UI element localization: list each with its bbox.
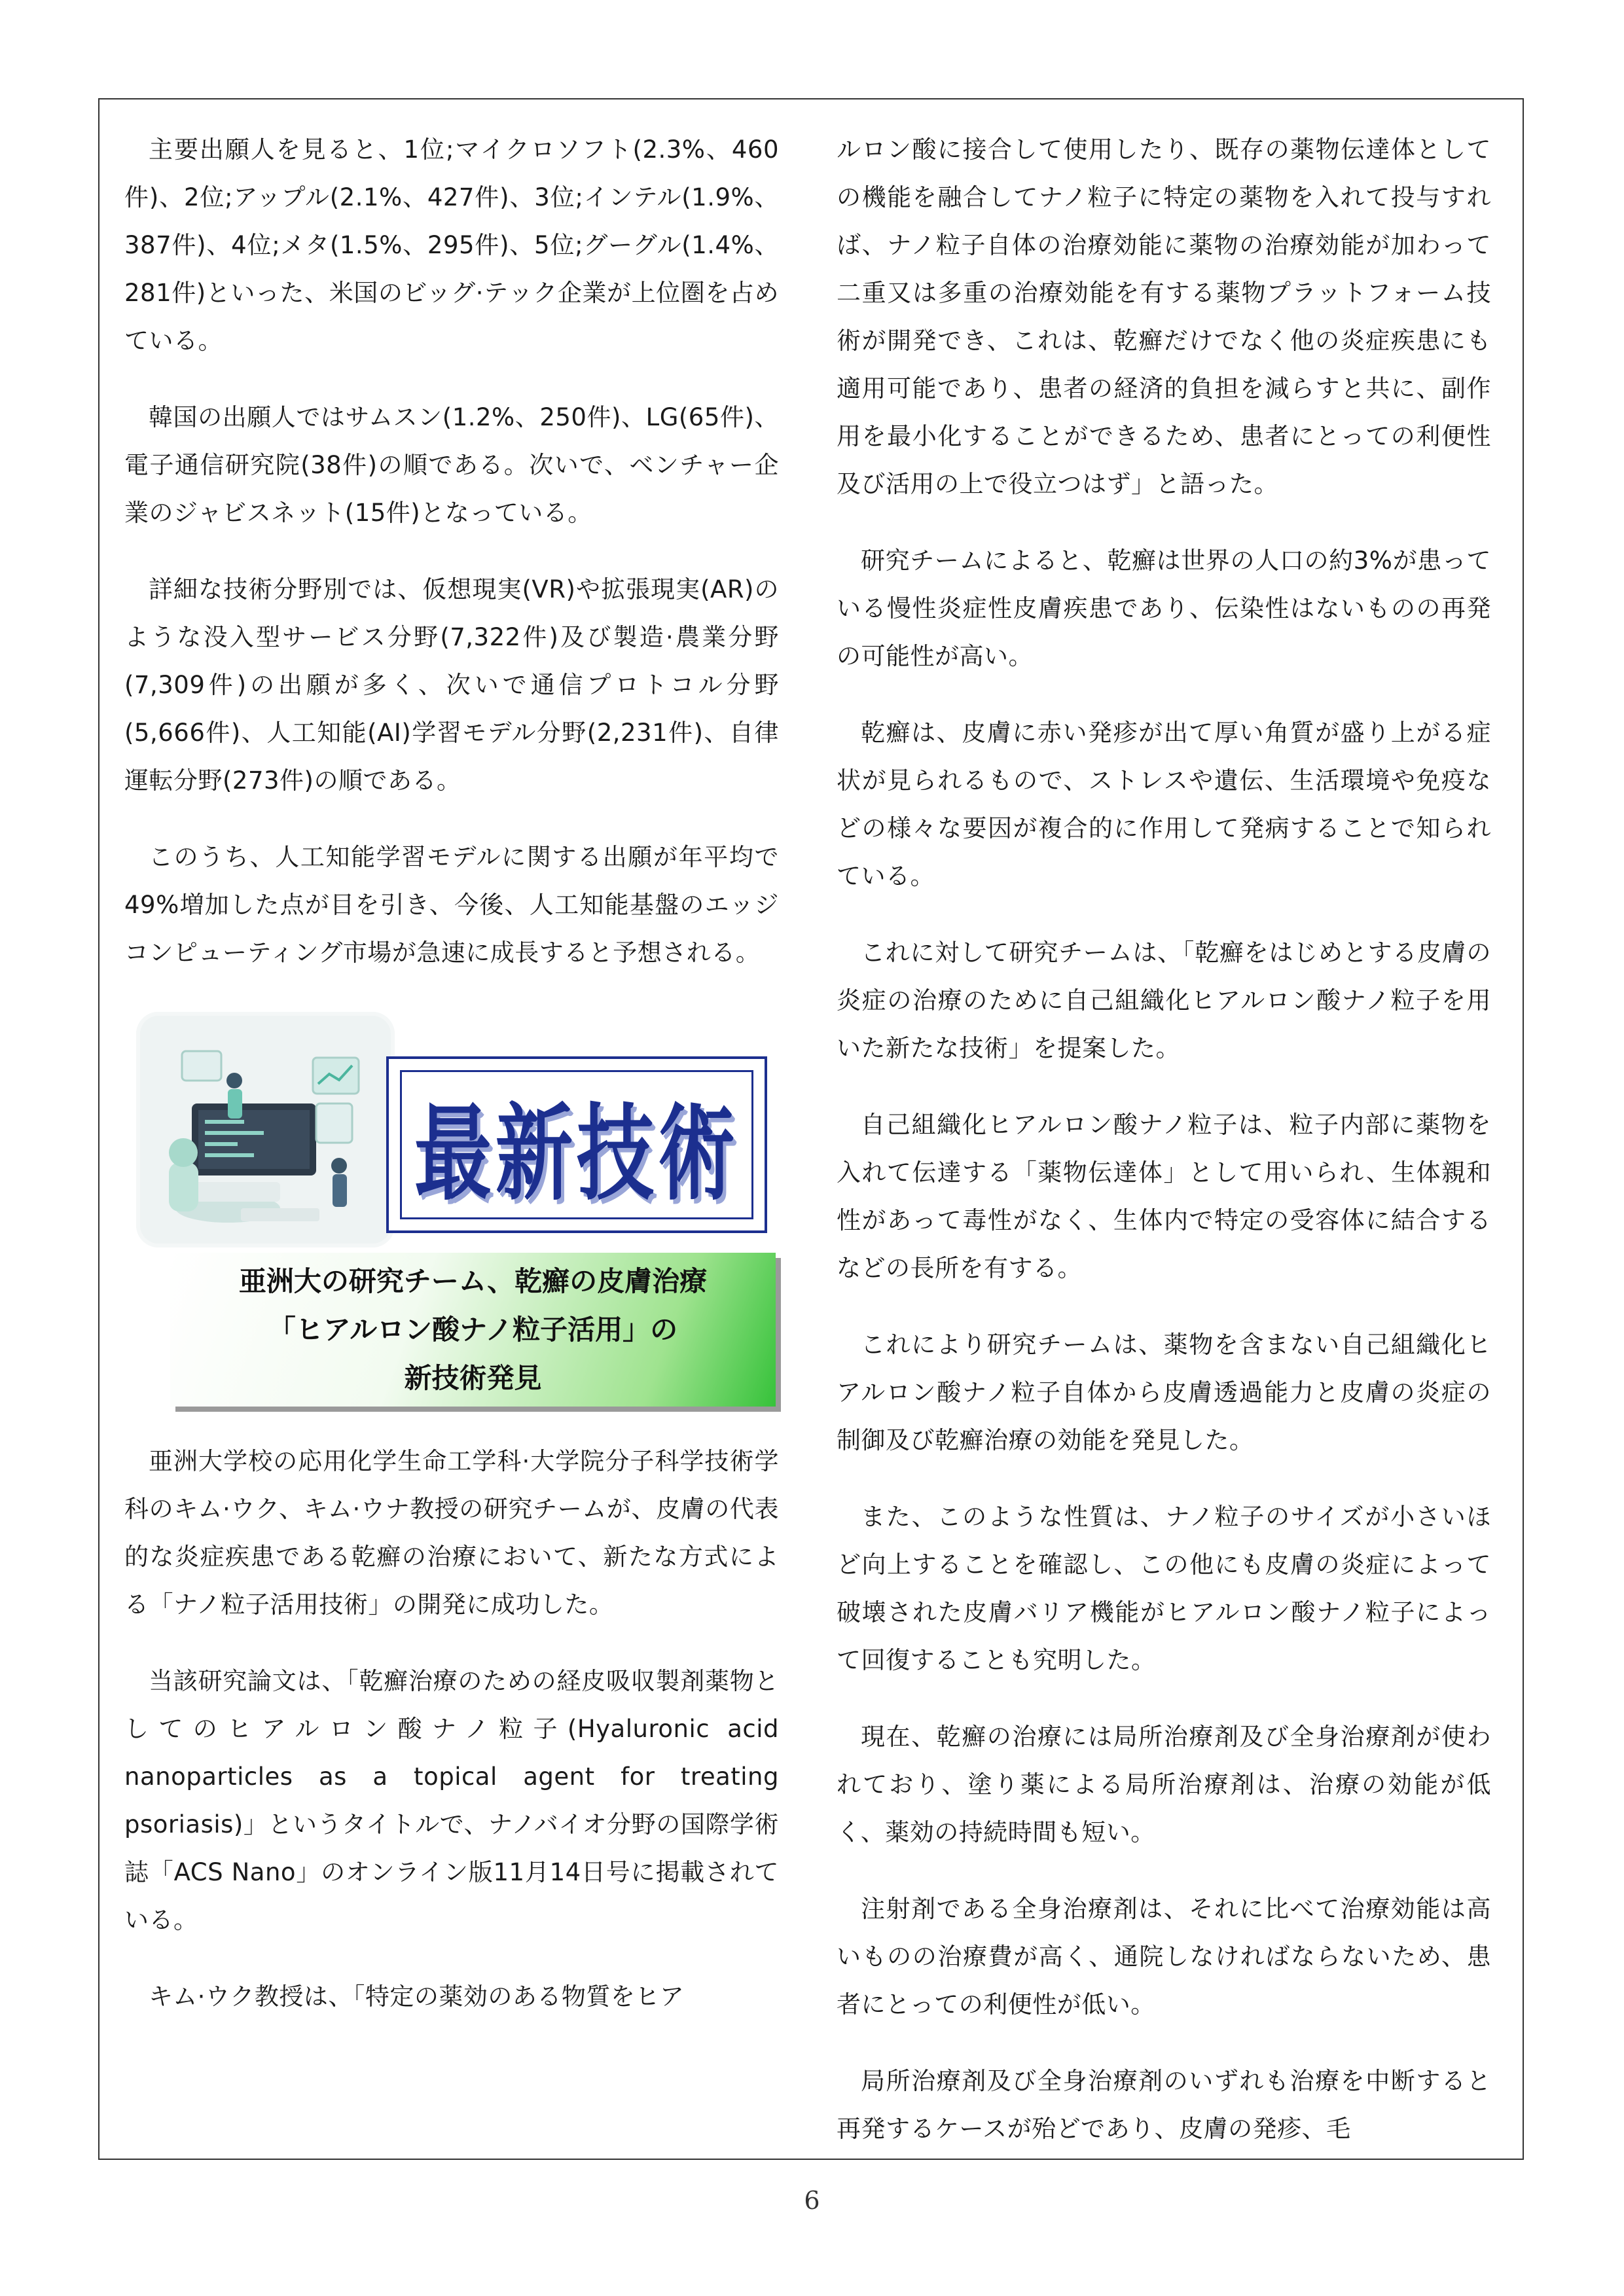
paragraph: また、このような性質は、ナノ粒子のサイズが小さいほど向上することを確認し、この他にも皮膚の炎症によって破壊された皮膚バリア機能がヒアルロン酸ナノ粒子によって回復することも究明した。 (837, 1503, 1491, 1674)
article-banner (124, 1005, 779, 1411)
paragraph: 韓国の出願人ではサムスン(1.2%、250件)、LG(65件)、電子通信研究院(38件)の順である。次いで、ベンチャー企業のジャビスネット(15件)となっている。 (124, 403, 779, 527)
headline-line: 新技術発見 (404, 1361, 542, 1394)
paragraph: 注射剤である全身治療剤は、それに比べて治療効能は高いものの治療費が高く、通院しなければならないため、患者にとっての利便性が低い。 (837, 1895, 1491, 2018)
paragraph: 研究チームによると、乾癬は世界の人口の約3%が患っている慢性炎症性皮膚疾患であり、伝染性はないものの再発の可能性が高い。 (837, 547, 1491, 670)
paragraph: キム·ウク教授は、「特定の薬効のある物質をヒア (149, 1982, 685, 2011)
tech-illustration-icon (136, 1012, 395, 1247)
right-column (837, 126, 1491, 2181)
headline-line: 「ヒアルロン酸ナノ粒子活用」の (268, 1313, 678, 1346)
paragraph: 当該研究論文は、「乾癬治療のための経皮吸収製剤薬物としてのヒアルロン酸ナノ粒子(Hyaluronic acid nanoparticles as a topical agent for treating psoriasis)」というタイトルで、ナノバイオ分野の国際学術誌「ACS Nano」のオンライン版11月14日号に掲載されている。 (124, 1667, 779, 1934)
paragraph: 亜洲大学校の応用化学生命工学科·大学院分子科学技術学科のキム·ウク、キム·ウナ教授の研究チームが、皮膚の代表的な炎症疾患である乾癬の治療において、新たな方式による「ナノ粒子活用技術」の開発に成功した。 (124, 1447, 779, 1619)
section-badge (386, 1056, 767, 1233)
paragraph: ルロン酸に接合して使用したり、既存の薬物伝達体としての機能を融合してナノ粒子に特定の薬物を入れて投与すれば、ナノ粒子自体の治療効能に薬物の治療効能が加わって二重又は多重の治療効能を有する薬物プラットフォーム技術が開発でき、これは、乾癬だけでなく他の炎症疾患にも適用可能であり、患者の経済的負担を減らすと共に、副作用を最小化することができるため、患者にとっての利便性及び活用の上で役立つはず」と語った。 (837, 135, 1491, 498)
page-number: 6 (804, 2186, 820, 2215)
paragraph: 詳細な技術分野別では、仮想現実(VR)や拡張現実(AR)のような没入型サービス分野(7,322件)及び製造·農業分野(7,309件)の出願が多く、次いで通信プロトコル分野(5,666件)、人工知能(AI)学習モデル分野(2,231件)、自律運転分野(273件)の順である。 (124, 575, 779, 795)
paragraph: これに対して研究チームは、「乾癬をはじめとする皮膚の炎症の治療のために自己組織化ヒアルロン酸ナノ粒子を用いた新たな技術」を提案した。 (837, 939, 1491, 1062)
headline-line: 亜洲大の研究チーム、乾癬の皮膚治療 (238, 1265, 708, 1297)
article-headline (170, 1253, 776, 1407)
paragraph: 主要出願人を見ると、1位;マイクロソフト(2.3%、460件)、2位;アップル(2.1%、427件)、3位;インテル(1.9%、387件)、4位;メタ(1.5%、295件)、5位;グーグル(1.4%、281件)といった、米国のビッグ·テック企業が上位圏を占めている。 (124, 135, 779, 355)
section-label: 最新技術 (414, 1092, 739, 1215)
paragraph: 自己組織化ヒアルロン酸ナノ粒子は、粒子内部に薬物を入れて伝達する「薬物伝達体」として用いられ、生体親和性があって毒性がなく、生体内で特定の受容体に結合するなどの長所を有する。 (837, 1111, 1491, 1282)
paragraph: このうち、人工知能学習モデルに関する出願が年平均で49%増加した点が目を引き、今後、人工知能基盤のエッジコンピューティング市場が急速に成長すると予想される。 (124, 843, 779, 967)
page-frame (98, 98, 1524, 2160)
paragraph: 局所治療剤及び全身治療剤のいずれも治療を中断すると再発するケースが殆どであり、皮膚の発疹、毛 (837, 2067, 1491, 2143)
paragraph: 現在、乾癬の治療には局所治療剤及び全身治療剤が使われており、塗り薬による局所治療剤は、治療の効能が低く、薬効の持続時間も短い。 (837, 1723, 1491, 1846)
paragraph: 乾癬は、皮膚に赤い発疹が出て厚い角質が盛り上がる症状が見られるもので、ストレスや遺伝、生活環境や免疫などの様々な要因が複合的に作用して発病することで知られている。 (837, 719, 1491, 890)
paragraph: これにより研究チームは、薬物を含まない自己組織化ヒアルロン酸ナノ粒子自体から皮膚透過能力と皮膚の炎症の制御及び乾癬治療の効能を発見した。 (837, 1331, 1491, 1454)
left-column (124, 126, 779, 2049)
